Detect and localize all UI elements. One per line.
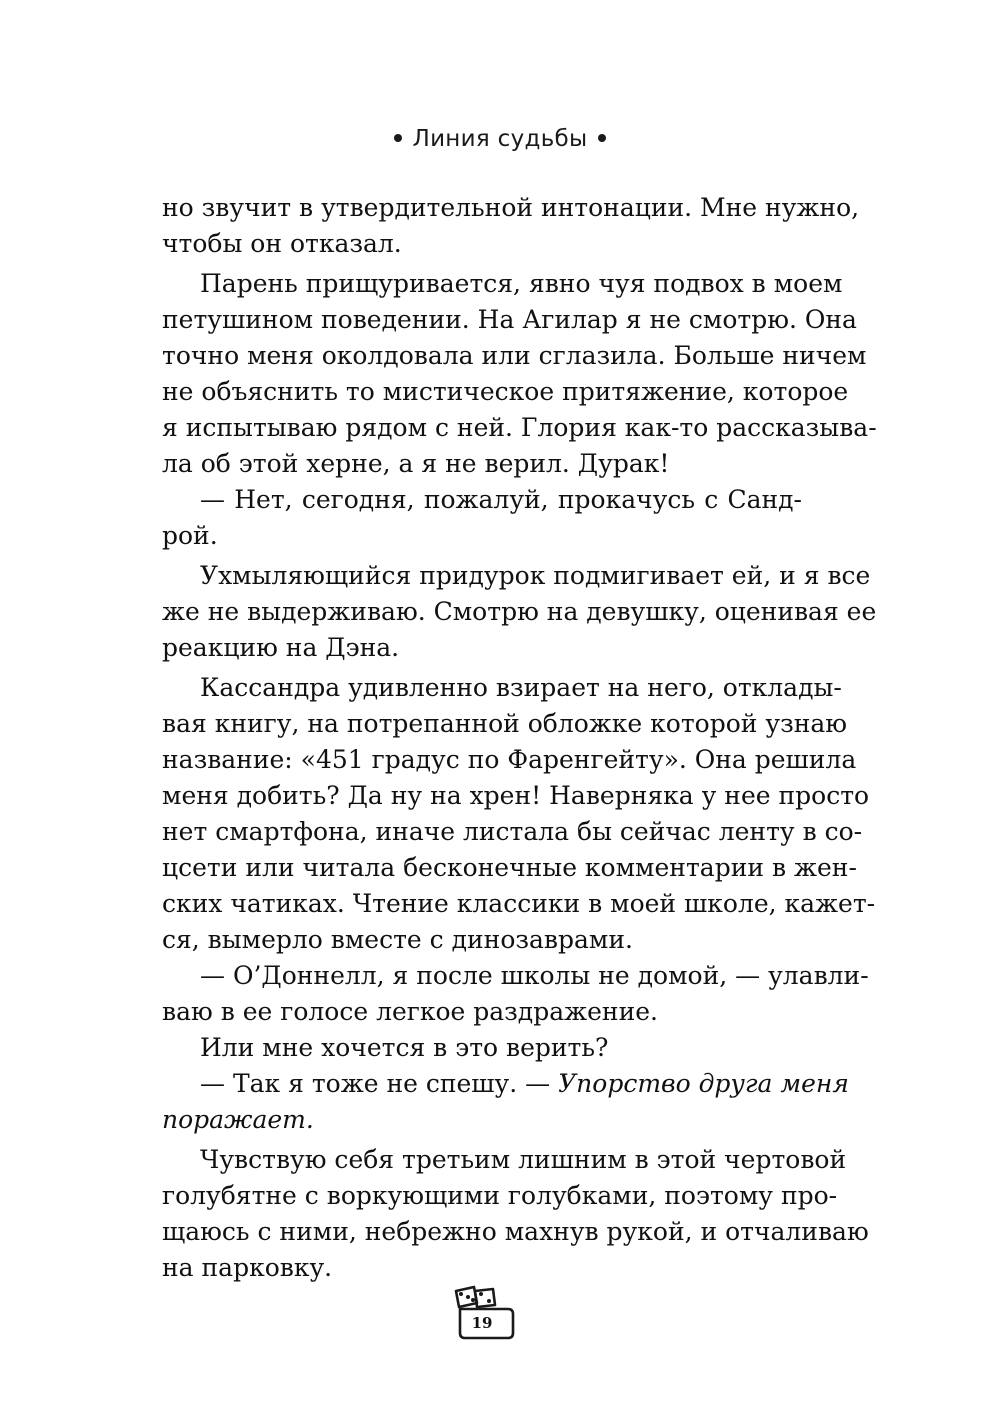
page-number: 19 xyxy=(471,1314,493,1332)
text-line: но звучит в утвердительной интонации. Мне нужно, xyxy=(162,193,860,222)
bullet-icon xyxy=(394,134,402,142)
text-line: — О’Доннелл, я после школы не домой, — улавли- xyxy=(200,961,869,990)
bullet-icon xyxy=(598,134,606,142)
text-line: меня добить? Да ну на хрен! Наверняка у нее просто xyxy=(162,781,870,810)
text-line-mixed xyxy=(162,1102,802,1138)
text-line: цсети или читала бесконечные комментарии в жен- xyxy=(162,853,857,882)
text-line: Парень прищуривается, явно чуя подвох в моем xyxy=(200,269,843,298)
text-line: Кассандра удивленно взирает на него, отклады- xyxy=(200,673,842,702)
running-head xyxy=(0,126,1000,152)
text-line: название: «451 градус по Фаренгейту». Она решила xyxy=(162,745,857,774)
text-line: голубятне с воркующими голубками, поэтому про- xyxy=(162,1181,838,1210)
text-line: не объяснить то мистическое притяжение, которое xyxy=(162,377,849,406)
text-line: щаюсь с ними, небрежно махнув рукой, и отчаливаю xyxy=(162,1217,869,1246)
text-line: чтобы он отказал. xyxy=(162,229,402,258)
text-line: ла об этой херне, а я не верил. Дурак! xyxy=(162,449,670,478)
text-line: ваю в ее голосе легкое раздражение. xyxy=(162,997,658,1026)
text-line: на парковку. xyxy=(162,1253,333,1282)
text-line: же не выдерживаю. Смотрю на девушку, оценивая ее xyxy=(162,597,877,626)
text-block-tail xyxy=(162,1142,869,1286)
italic-thought: Упорство друга меня xyxy=(558,1069,849,1098)
text-line: точно меня околдовала или сглазила. Больше ничем xyxy=(162,341,867,370)
text-line: вая книгу, на потрепанной обложке которой узнаю xyxy=(162,709,848,738)
text-line: Чувствую себя третьим лишним в этой чертовой xyxy=(200,1145,847,1174)
running-title: Линия судьбы xyxy=(412,126,588,152)
text-line: Или мне хочется в это верить? xyxy=(200,1033,609,1062)
text-line: рой. xyxy=(162,521,218,550)
page-footer xyxy=(448,1283,518,1343)
text-line: нет смартфона, иначе листала бы сейчас ленту в со- xyxy=(162,817,863,846)
italic-thought: поражает. xyxy=(162,1105,314,1134)
text-block-main xyxy=(162,190,877,1066)
dialogue-text: — Так я тоже не спешу. — xyxy=(200,1069,559,1098)
text-line: — Нет, сегодня, пожалуй, прокачусь с Санд- xyxy=(200,485,802,514)
text-line: петушином поведении. На Агилар я не смотрю. Она xyxy=(162,305,857,334)
text-line: ся, вымерло вместе с динозаврами. xyxy=(162,925,633,954)
text-line: Ухмыляющийся придурок подмигивает ей, и я все xyxy=(200,561,871,590)
text-line: я испытываю рядом с ней. Глория как-то рассказыва- xyxy=(162,413,877,442)
text-line: ских чатиках. Чтение классики в моей школе, кажет- xyxy=(162,889,876,918)
body-text xyxy=(162,190,877,1286)
text-line: реакцию на Дэна. xyxy=(162,633,400,662)
text-line-mixed xyxy=(162,1066,849,1102)
